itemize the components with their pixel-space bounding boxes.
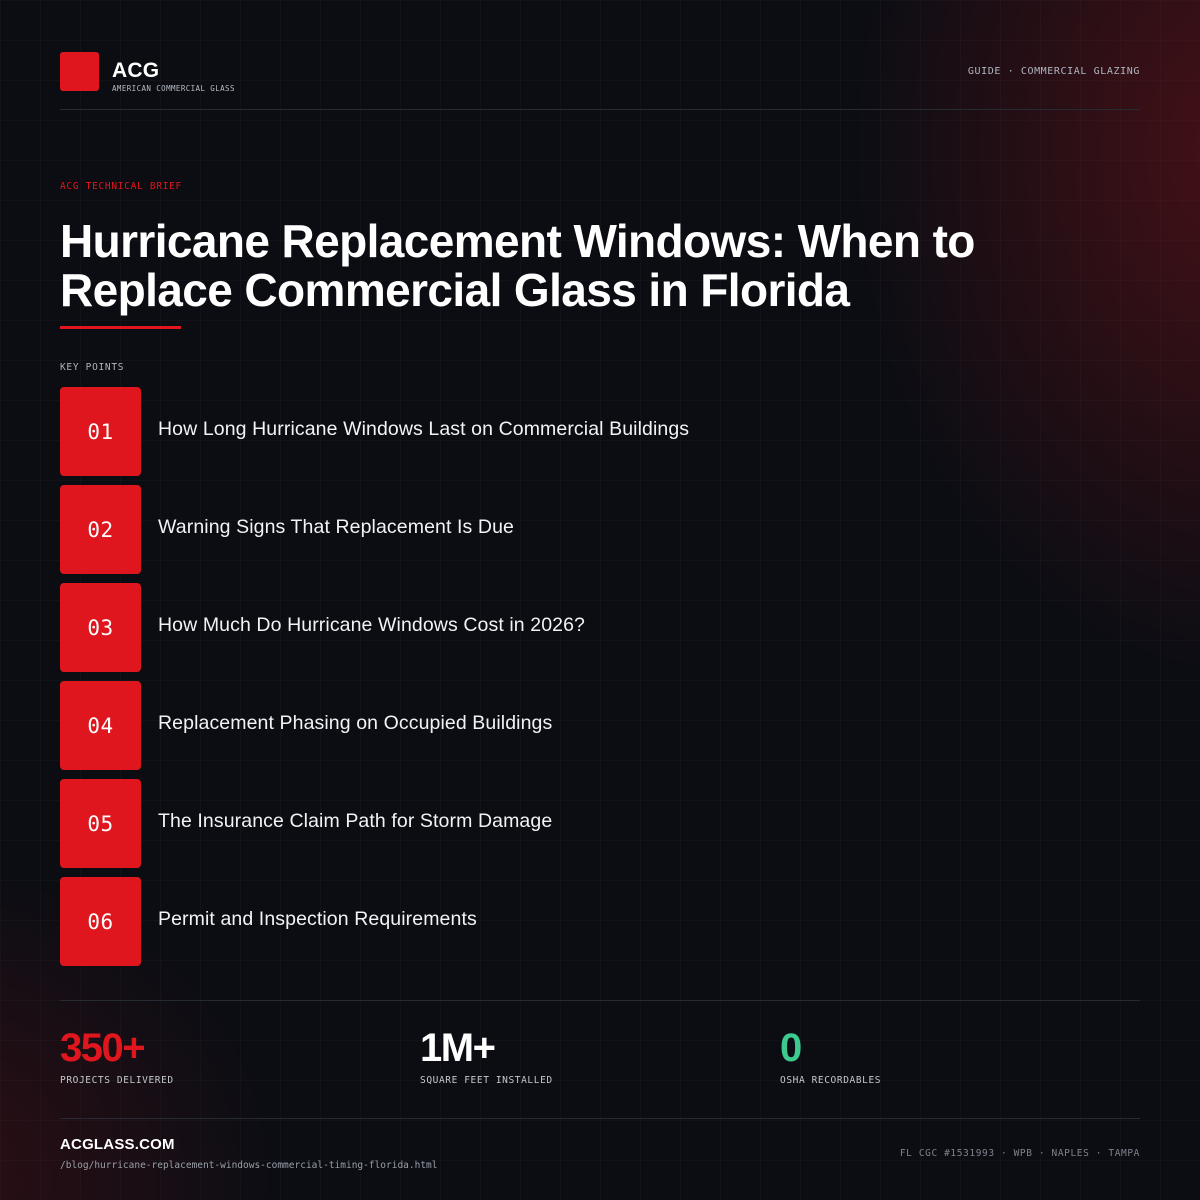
footer-site-link[interactable]: ACGLASS.COM — [60, 1136, 175, 1153]
key-point-number: 01 — [60, 387, 141, 476]
key-point-item[interactable] — [60, 485, 1140, 574]
footer-url-path: /blog/hurricane-replacement-windows-commercial-timing-florida.html — [60, 1160, 438, 1171]
key-points-label: KEY POINTS — [60, 362, 125, 373]
key-point-text: How Much Do Hurricane Windows Cost in 2026? — [158, 614, 585, 636]
key-point-item[interactable] — [60, 877, 1140, 966]
stat-projects — [60, 1027, 174, 1086]
key-point-number: 02 — [60, 485, 141, 574]
brand-text — [112, 60, 235, 93]
brand-subtitle: AMERICAN COMMERCIAL GLASS — [112, 84, 235, 93]
key-point-item[interactable] — [60, 779, 1140, 868]
stat-value: 1M+ — [420, 1026, 495, 1070]
stats-bar — [60, 1000, 1140, 1119]
stat-label: PROJECTS DELIVERED — [60, 1075, 174, 1086]
key-points-list — [60, 387, 1140, 975]
site-header — [60, 52, 1140, 110]
key-point-number: 04 — [60, 681, 141, 770]
stat-label: SQUARE FEET INSTALLED — [420, 1075, 553, 1086]
page-title: Hurricane Replacement Windows: When to Replace Commercial Glass in Florida — [60, 215, 975, 316]
footer-license-locations: FL CGC #1531993 · WPB · NAPLES · TAMPA — [899, 1148, 1140, 1159]
eyebrow-label: ACG TECHNICAL BRIEF — [60, 181, 182, 192]
logo-mark-icon — [60, 52, 99, 91]
key-point-text: The Insurance Claim Path for Storm Damage — [158, 810, 553, 832]
stat-square-feet — [420, 1027, 553, 1086]
header-category: GUIDE · COMMERCIAL GLAZING — [967, 66, 1140, 77]
key-point-item[interactable] — [60, 387, 1140, 476]
key-point-number: 03 — [60, 583, 141, 672]
key-point-number: 06 — [60, 877, 141, 966]
key-point-text: Replacement Phasing on Occupied Buildings — [158, 712, 553, 734]
stat-value: 350+ — [60, 1026, 145, 1070]
key-point-text: Permit and Inspection Requirements — [158, 908, 477, 930]
title-underline — [60, 326, 181, 329]
key-point-item[interactable] — [60, 681, 1140, 770]
key-point-text: Warning Signs That Replacement Is Due — [158, 516, 514, 538]
stat-value: 0 — [780, 1026, 801, 1070]
key-point-number: 05 — [60, 779, 141, 868]
stat-osha — [780, 1027, 881, 1086]
key-point-item[interactable] — [60, 583, 1140, 672]
key-point-text: How Long Hurricane Windows Last on Commercial Buildings — [158, 418, 690, 440]
stat-label: OSHA RECORDABLES — [780, 1075, 882, 1086]
brand-logo[interactable] — [60, 52, 235, 93]
brand-name: ACG — [112, 59, 160, 82]
